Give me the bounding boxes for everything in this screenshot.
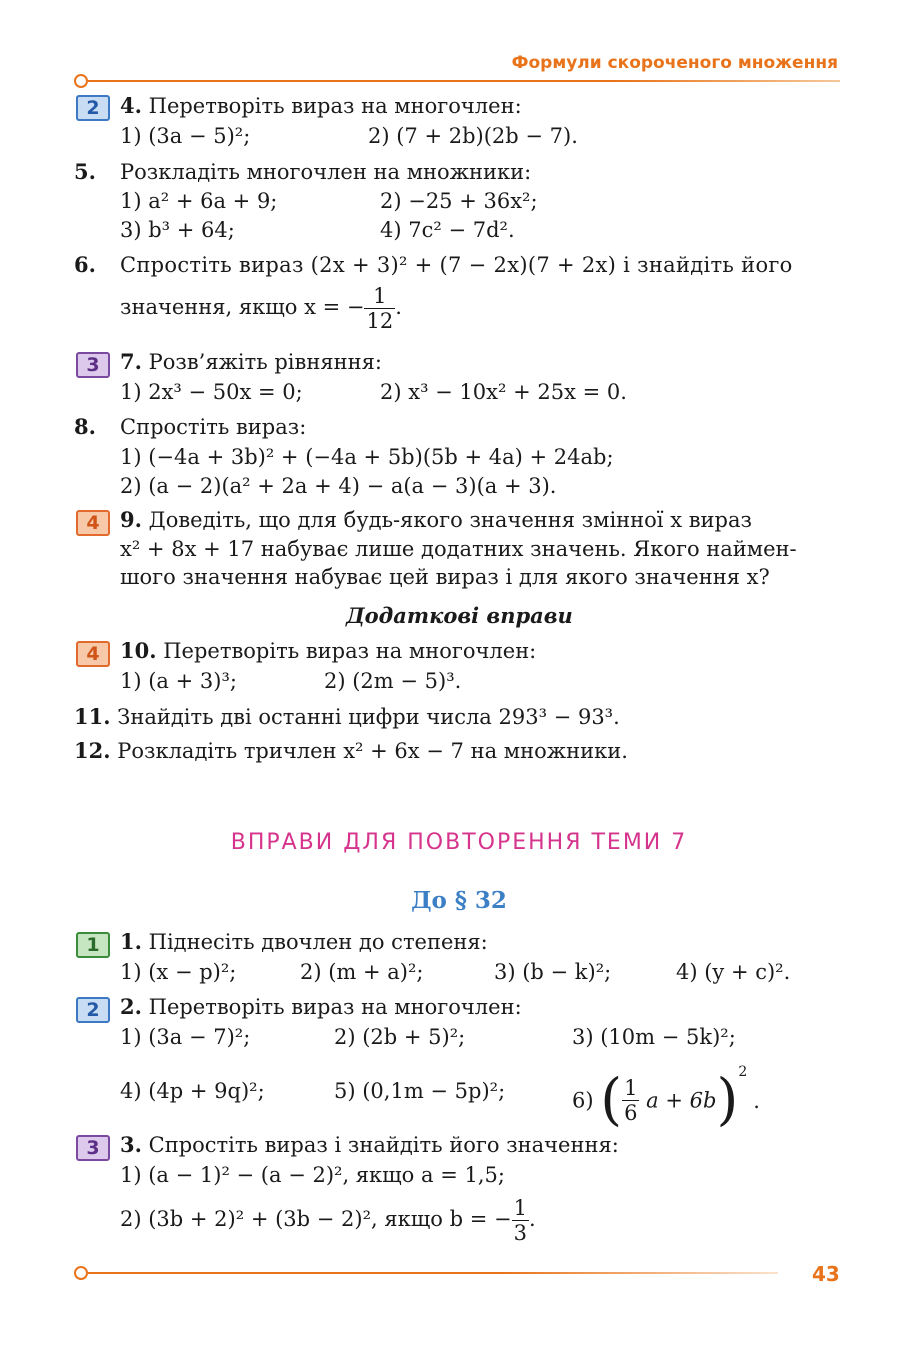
header-rule-ring-icon [74, 74, 88, 88]
subsection-title: До § 32 [411, 887, 507, 914]
left-paren-icon: ( [600, 1067, 623, 1133]
exercise-7 [120, 348, 382, 376]
exercise-text: Піднесіть двочлен до степеня: [148, 930, 488, 954]
level-4-badge: 4 [76, 510, 110, 536]
exercise-5-text: Розкладіть многочлен на множники: [120, 160, 532, 184]
review-1-part-3: 3) (b − k)²; [494, 960, 612, 984]
right-paren-icon: ) [716, 1067, 739, 1133]
exercise-number: 11. [74, 704, 111, 729]
exercise-text: Знайдіть дві останні цифри числа 293³ − 93³. [117, 705, 620, 729]
level-3-badge: 3 [76, 352, 110, 378]
exercise-number: 7. [120, 349, 142, 374]
exercise-7-part-2: 2) x³ − 10x² + 25x = 0. [380, 380, 627, 404]
review-1-part-4: 4) (y + c)². [676, 960, 791, 984]
exercise-text: Розкладіть тричлен x² + 6x − 7 на множники. [117, 739, 628, 763]
exercise-4-part-2: 2) (7 + 2b)(2b − 7). [368, 124, 578, 148]
exercise-10-part-2: 2) (2m − 5)³. [324, 669, 462, 693]
exercise-4 [120, 92, 522, 120]
fraction-denominator: 3 [513, 1221, 527, 1245]
exercise-6-text: Спростіть вираз (2x + 3)² + (7 − 2x)(7 + 2x) і знайдіть його [120, 253, 793, 277]
punctuation: . [395, 295, 402, 319]
review-1-part-2: 2) (m + a)²; [300, 960, 424, 984]
exercise-10 [120, 637, 536, 665]
review-2-part-2: 2) (2b + 5)²; [334, 1025, 466, 1049]
level-2-badge: 2 [76, 95, 110, 121]
exercise-5-part-2: 2) −25 + 36x²; [380, 189, 538, 213]
exercise-number: 2. [120, 994, 142, 1019]
level-2-badge: 2 [76, 997, 110, 1023]
exercise-6-condition: значення, якщо x = − [120, 295, 365, 319]
review-2-part-3: 3) (10m − 5k)²; [572, 1025, 736, 1049]
exercise-9-line-2: x² + 8x + 17 набуває лише додатних значень. Якого наймен- [120, 537, 797, 561]
exercise-text: Перетворіть вираз на многочлен: [148, 995, 522, 1019]
review-exercise-1 [120, 928, 488, 956]
exercise-5-number: 5. [74, 159, 96, 184]
review-section-title: ВПРАВИ ДЛЯ ПОВТОРЕННЯ ТЕМИ 7 [230, 830, 688, 855]
review-3-part-2 [120, 1196, 536, 1245]
expression: 2) (3b + 2)² + (3b − 2)², якщо b = − [120, 1207, 512, 1231]
review-exercise-3 [120, 1131, 619, 1159]
exercise-8-number: 8. [74, 414, 96, 439]
exercise-8-part-2: 2) (a − 2)(a² + 2a + 4) − a(a − 3)(a + 3). [120, 474, 557, 498]
level-1-badge: 1 [76, 932, 110, 958]
expression: a + 6b [646, 1088, 717, 1113]
fraction-numerator: 1 [513, 1196, 527, 1220]
part-label: 6) [572, 1088, 594, 1113]
review-2-part-6 [572, 1058, 760, 1133]
exercise-number: 12. [74, 738, 111, 763]
fraction [622, 1076, 639, 1125]
review-2-part-4: 4) (4p + 9q)²; [120, 1079, 265, 1103]
exercise-text: Спростіть вираз і знайдіть його значення: [148, 1133, 619, 1157]
footer-rule-ring-icon [74, 1266, 88, 1280]
page-number: 43 [812, 1262, 840, 1286]
exercise-9-line-1 [120, 506, 752, 534]
fraction [364, 284, 395, 333]
fraction-numerator: 1 [364, 284, 395, 309]
exercise-number: 3. [120, 1132, 142, 1157]
exercise-text: Розв’яжіть рівняння: [148, 350, 382, 374]
review-3-part-1: 1) (a − 1)² − (a − 2)², якщо a = 1,5; [120, 1163, 505, 1187]
exercise-text: Доведіть, що для будь-якого значення змінної x вираз [148, 508, 752, 532]
exercise-10-part-1: 1) (a + 3)³; [120, 669, 237, 693]
exercise-5-part-3: 3) b³ + 64; [120, 218, 235, 242]
fraction-denominator: 12 [366, 309, 394, 333]
exercise-6-line-2 [120, 284, 402, 333]
exercise-text: Перетворіть вираз на многочлен: [148, 94, 522, 118]
footer-rule [88, 1272, 778, 1274]
exercise-9-line-3: шого значення набуває цей вираз і для якого значення x? [120, 565, 770, 589]
exercise-number: 10. [120, 638, 157, 663]
punctuation: . [753, 1088, 760, 1113]
review-2-part-1: 1) (3a − 7)²; [120, 1025, 251, 1049]
exercise-8-part-1: 1) (−4a + 3b)² + (−4a + 5b)(5b + 4a) + 24ab; [120, 445, 614, 469]
exercise-6-number: 6. [74, 252, 96, 277]
review-1-part-1: 1) (x − p)²; [120, 960, 237, 984]
exercise-number: 4. [120, 93, 142, 118]
punctuation: . [528, 1207, 536, 1231]
level-4-badge: 4 [76, 641, 110, 667]
level-3-badge: 3 [76, 1135, 110, 1161]
running-header: Формули скороченого множення [511, 53, 838, 73]
review-2-part-5: 5) (0,1m − 5p)²; [334, 1079, 506, 1103]
exercise-text: Перетворіть вираз на многочлен: [163, 639, 537, 663]
exercise-4-part-1: 1) (3a − 5)²; [120, 124, 251, 148]
exercise-5-part-1: 1) a² + 6a + 9; [120, 189, 278, 213]
fraction [512, 1196, 529, 1245]
review-exercise-2 [120, 993, 522, 1021]
exercise-11 [74, 703, 620, 731]
fraction-denominator: 6 [624, 1101, 638, 1125]
fraction-numerator: 1 [624, 1076, 638, 1100]
exercise-8-text: Спростіть вираз: [120, 415, 307, 439]
extra-exercises-title: Додаткові вправи [346, 603, 573, 628]
exercise-7-part-1: 1) 2x³ − 50x = 0; [120, 380, 303, 404]
exercise-5-part-4: 4) 7c² − 7d². [380, 218, 515, 242]
exercise-number: 1. [120, 929, 142, 954]
header-rule [88, 80, 840, 82]
exercise-12 [74, 737, 628, 765]
exponent: 2 [738, 1064, 748, 1080]
exercise-number: 9. [120, 507, 142, 532]
